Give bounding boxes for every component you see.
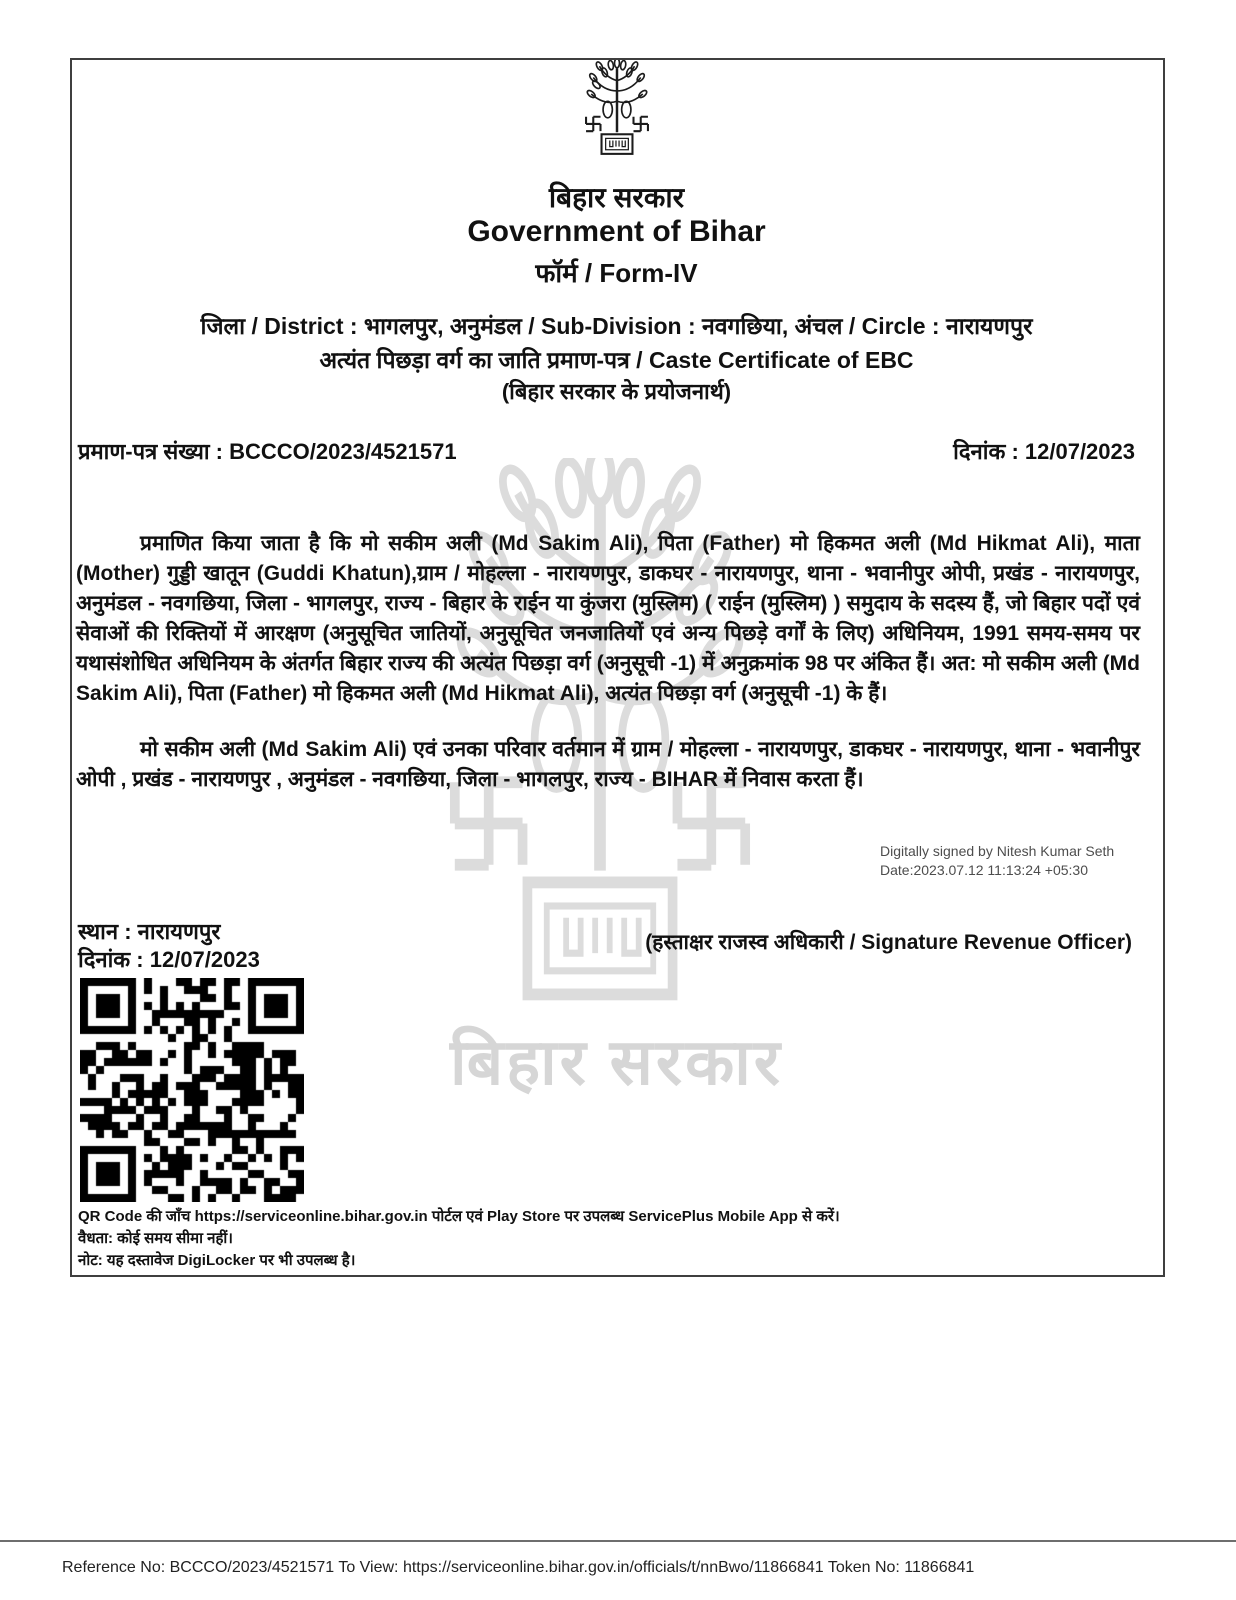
- qr-code: [80, 978, 304, 1202]
- qr-verification-note: QR Code की जाँच https://serviceonline.bihar.gov.in पोर्टल एवं Play Store पर उपलब्ध ServicePlus Mobile App से करें।: [78, 1208, 840, 1225]
- place-line: स्थान : नारायणपुर: [78, 919, 221, 944]
- signature-date-line: दिनांक : 12/07/2023: [78, 947, 260, 972]
- residence-paragraph: मो सकीम अली (Md Sakim Ali) एवं उनका परिवार वर्तमान में ग्राम / मोहल्ला - नारायणपुर, डाकघर - नारायणपुर, थाना - भवानीपुर ओपी , प्रखंड - नारायणपुर , अनुमंडल - नवगछिया, जिला - भागलपुर, राज्य - BIHAR में निवास करता हैं।: [76, 738, 1140, 791]
- digital-signature-line2: Date:2023.07.12 11:13:24 +05:30: [880, 862, 1088, 878]
- notes-block: [78, 1206, 1088, 1272]
- certificate-body-paragraph: प्रमाणित किया जाता है कि मो सकीम अली (Md Sakim Ali), पिता (Father) मो हिकमत अली (Md Hikmat Ali), माता (Mother) गुड्डी खातून (Guddi Khatun),ग्राम / मोहल्ला - नारायणपुर, डाकघर - नारायणपुर, थाना - भवानीपुर ओपी, प्रखंड - नारायणपुर, अनुमंडल - नवगछिया, जिला - भागलपुर, राज्य - बिहार के राईन या कुंजरा (मुस्लिम) ( राईन (मुस्लिम) ) समुदाय के सदस्य हैं, जो बिहार पदों एवं सेवाओं की रिक्तियों में आरक्षण (अनुसूचित जातियों, अनुसूचित जनजातियों एवं अन्य पिछड़े वर्गों के लिए) अधिनियम, 1991 समय-समय पर यथासंशोधित अधिनियम के अंतर्गत बिहार राज्य की अत्यंत पिछड़ा वर्ग (अनुसूची -1) में अनुक्रमांक 98 पर अंकित हैं। अत: मो सकीम अली (Md Sakim Ali), पिता (Father) मो हिकमत अली (Md Hikmat Ali), अत्यंत पिछड़ा वर्ग (अनुसूची -1) के हैं।: [76, 532, 1140, 705]
- form-title: फॉर्म / Form-IV: [535, 258, 698, 288]
- bihar-emblem-logo-icon: [563, 60, 671, 158]
- issue-date: दिनांक : 12/07/2023: [953, 439, 1135, 464]
- org-name-hindi: बिहार सरकार: [548, 182, 685, 213]
- revenue-officer-signature-line: (हस्ताक्षर राजस्व अधिकारी / Signature Revenue Officer): [645, 931, 1132, 954]
- footer-reference-line: Reference No: BCCCO/2023/4521571 To View: https://serviceonline.bihar.gov.in/officials/t/nnBwo/11866841 Token No: 11866841: [62, 1559, 975, 1576]
- district-subdivision-circle-line: जिला / District : भागलपुर, अनुमंडल / Sub-Division : नवगछिया, अंचल / Circle : नारायणपुर: [200, 313, 1033, 339]
- digital-signature-note: [880, 842, 1114, 880]
- purpose-line: (बिहार सरकार के प्रयोजनार्थ): [501, 379, 732, 404]
- digital-signature-line1: Digitally signed by Nitesh Kumar Seth: [880, 843, 1115, 859]
- certificate-number: प्रमाण-पत्र संख्या : BCCCO/2023/4521571: [78, 439, 457, 464]
- certificate-title: अत्यंत पिछड़ा वर्ग का जाति प्रमाण-पत्र / Caste Certificate of EBC: [319, 347, 914, 373]
- org-name-english: Government of Bihar: [467, 215, 766, 248]
- validity-note: वैधता: कोई समय सीमा नहीं।: [78, 1230, 233, 1247]
- digilocker-note: नोट: यह दस्तावेज DigiLocker पर भी उपलब्ध है।: [78, 1252, 356, 1269]
- certificate-meta-row: [78, 436, 1135, 466]
- watermark-text: बिहार सरकार: [450, 1026, 783, 1098]
